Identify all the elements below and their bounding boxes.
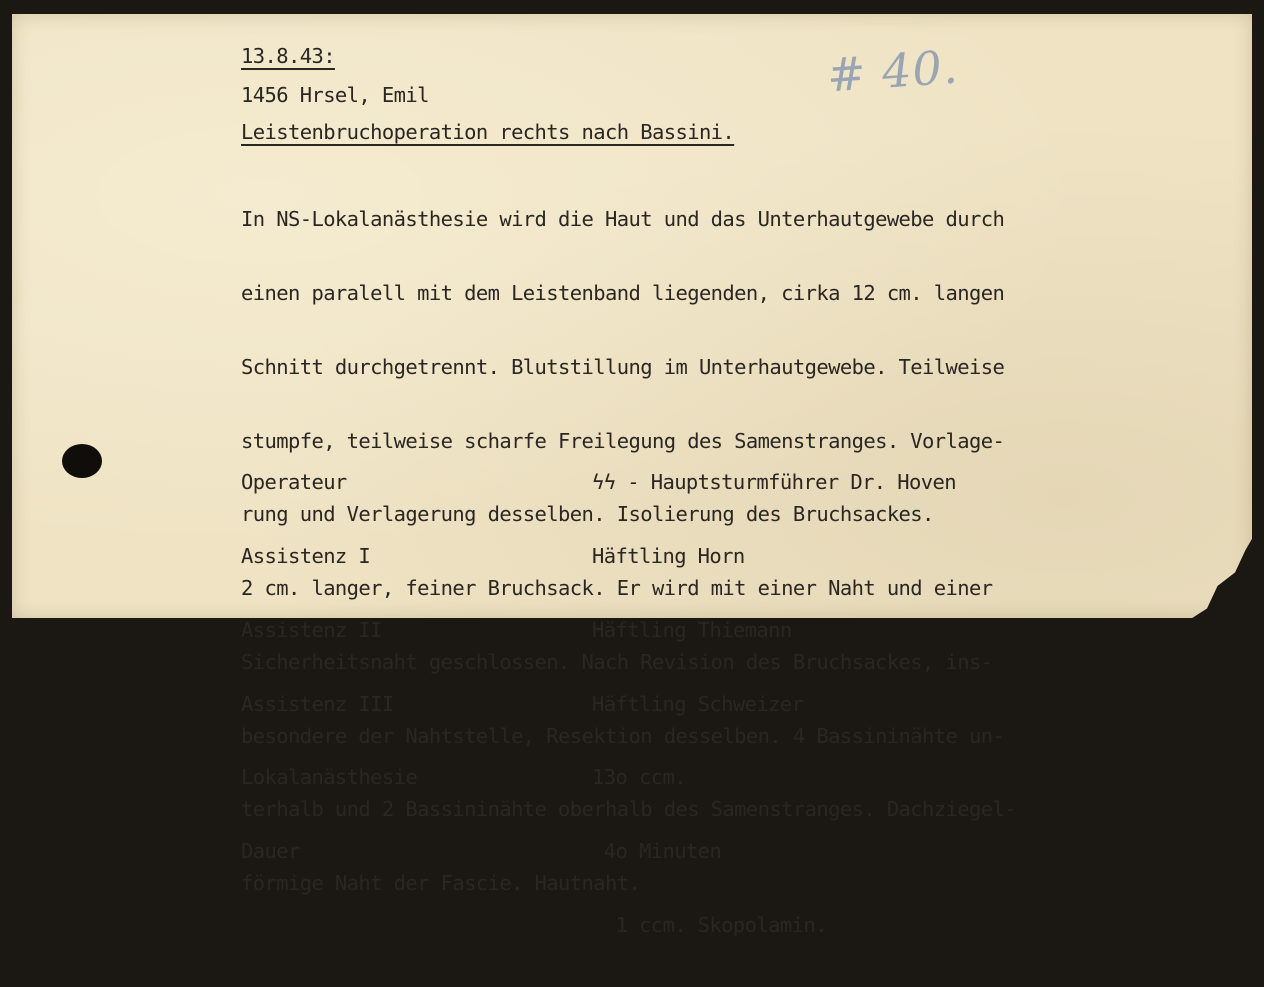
body-line: 2 cm. langer, feiner Bruchsack. Er wird mit einer Naht und einer (241, 576, 993, 601)
staff-value: Häftling Schweizer (592, 691, 804, 716)
punch-hole (62, 444, 102, 478)
body-line: stumpfe, teilweise scharfe Freilegung des Samenstranges. Vorlage- (241, 428, 1005, 453)
staff-label: Operateur (241, 470, 347, 495)
document-date: 13.8.43: (241, 44, 335, 68)
staff-value: Häftling Thiemann (592, 617, 792, 642)
patient-line: 1456 Hrsel, Emil (241, 83, 429, 107)
staff-label: Assistenz III (241, 691, 394, 716)
staff-value: 1 ccm. Skopolamin. (592, 912, 827, 937)
torn-corner (1186, 532, 1256, 622)
handwritten-number: # 40. (825, 39, 961, 103)
staff-label: Lokalanästhesie (241, 765, 418, 790)
body-line: terhalb und 2 Bassininähte oberhalb des Samenstranges. Dachziegel- (241, 797, 1016, 822)
operation-title: Leistenbruchoperation rechts nach Bassini. (241, 120, 735, 144)
body-line: In NS-Lokalanästhesie wird die Haut und das Unterhautgewebe durch (241, 207, 1005, 232)
staff-value: 13o ccm. (592, 765, 686, 790)
body-line: Sicherheitsnaht geschlossen. Nach Revision des Bruchsackes, ins- (241, 649, 993, 674)
staff-labels (241, 421, 417, 987)
body-line: förmige Naht der Fascie. Hautnaht. (241, 871, 641, 896)
staff-value: ϟϟ - Hauptsturmführer Dr. Hoven (592, 470, 957, 495)
staff-value: 4o Minuten (592, 839, 722, 864)
staff-values (592, 421, 956, 987)
staff-label: Assistenz I (241, 543, 371, 568)
staff-label: Dauer (241, 839, 300, 864)
staff-label (241, 913, 417, 938)
body-line: Schnitt durchgetrennt. Blutstillung im Unterhautgewebe. Teilweise (241, 354, 1005, 379)
body-line: rung und Verlagerung desselben. Isolierung des Bruchsackes. (241, 502, 934, 527)
body-line: besondere der Nahtstelle, Resektion desselben. 4 Bassininähte un- (241, 723, 1005, 748)
staff-label: Assistenz II (241, 617, 382, 642)
staff-value: Häftling Horn (592, 543, 745, 568)
body-line: einen paralell mit dem Leistenband liegenden, cirka 12 cm. langen (241, 280, 1005, 305)
document-card (12, 14, 1252, 937)
